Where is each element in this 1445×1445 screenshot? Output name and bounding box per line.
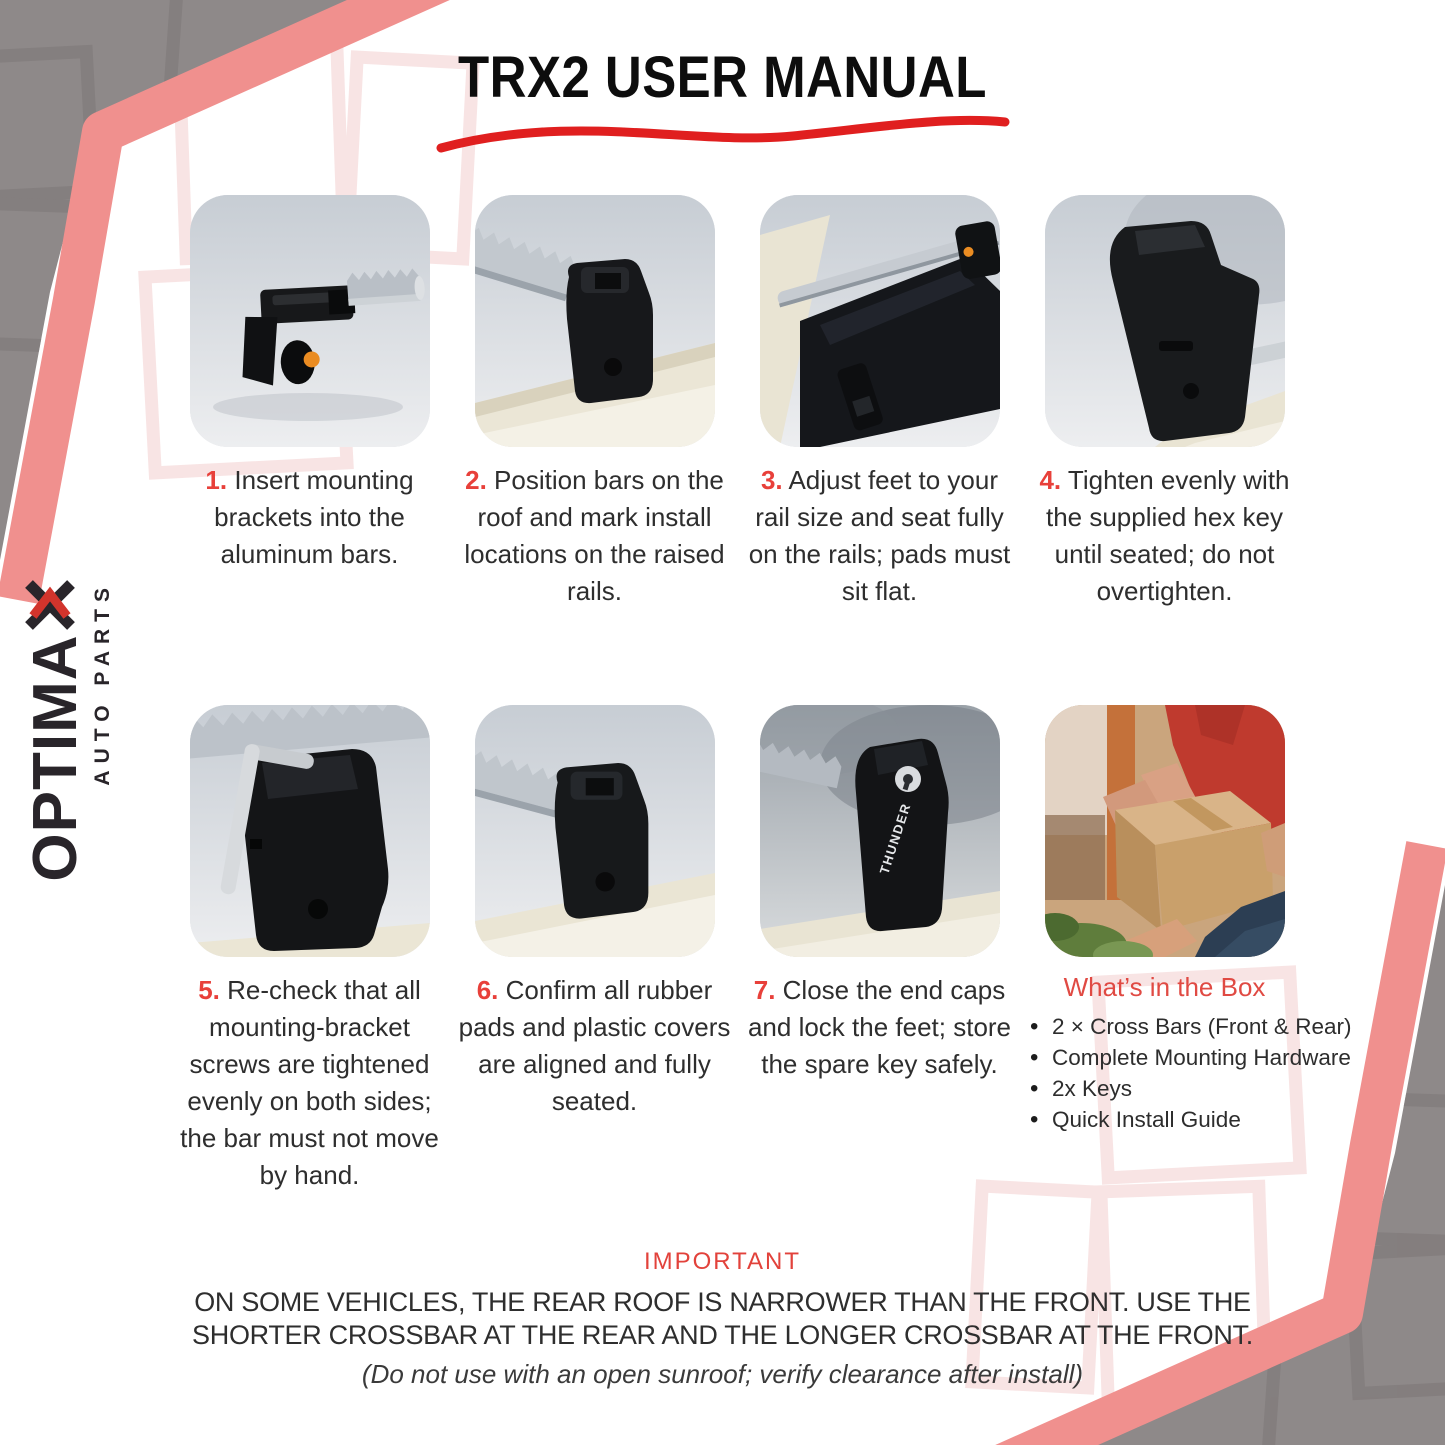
step-1-card <box>167 195 452 705</box>
step-number: 3. <box>760 465 783 495</box>
warning-note: (Do not use with an open sunroof; verify clearance after install) <box>361 1359 1084 1389</box>
step-6-card <box>452 705 737 1220</box>
logo-x-icon <box>24 578 76 632</box>
step-7-card <box>737 705 1022 1220</box>
step-text: Insert mounting brackets into the aluminum bars. <box>214 465 414 569</box>
step-text: Adjust feet to your rail size and seat fully on the rails; pads must sit flat. <box>748 465 1011 606</box>
whats-in-box-title: What’s in the Box <box>1063 972 1266 1002</box>
logo-tagline: AUTO PARTS <box>91 581 114 786</box>
step-2-card <box>452 195 737 705</box>
step-text: Position bars on the roof and mark install locations on the raised rails. <box>464 465 725 606</box>
step-2-caption <box>459 462 731 610</box>
step-1-caption <box>174 462 446 573</box>
warning-line-1: ON SOME VEHICLES, THE REAR ROOF IS NARROWER THAN THE FRONT. USE THE <box>194 1287 1251 1317</box>
box-item: • 2x Keys <box>1028 1073 1408 1104</box>
warning-line-2: SHORTER CROSSBAR AT THE REAR AND THE LONGER CROSSBAR AT THE FRONT. <box>192 1320 1253 1350</box>
step-1-photo <box>190 195 430 447</box>
step-number: 5. <box>198 975 220 1005</box>
step-7-photo <box>760 705 1000 957</box>
step-4-caption <box>1029 462 1301 610</box>
steps-grid <box>167 195 1352 1220</box>
thunder-brand-label: THUNDER <box>876 800 914 876</box>
step-5-caption <box>174 972 446 1194</box>
step-4-photo <box>1045 195 1285 447</box>
optimax-wordmark <box>21 555 90 905</box>
step-4-card <box>1022 195 1307 705</box>
step-5-photo <box>190 705 430 957</box>
page-title: TRX2 USER MANUAL <box>458 45 987 110</box>
step-6-photo <box>475 705 715 957</box>
step-3-caption <box>744 462 1016 610</box>
footer-warning <box>0 1248 1445 1390</box>
step-number: 4. <box>1039 465 1062 495</box>
box-item: • Complete Mounting Hardware <box>1028 1042 1408 1073</box>
box-item: • Quick Install Guide <box>1028 1104 1408 1135</box>
logo-x-mark <box>24 578 87 632</box>
step-2-photo <box>475 195 715 447</box>
box-delivery-photo <box>1045 705 1285 957</box>
whats-in-box-list <box>1028 1011 1408 1135</box>
logo-text: OPTIMA <box>21 634 90 882</box>
whats-in-box-card <box>1022 705 1352 1220</box>
box-item: • 2 × Cross Bars (Front & Rear) <box>1028 1011 1408 1042</box>
step-number: 6. <box>476 975 499 1005</box>
step-text: Tighten evenly with the supplied hex key until seated; do not overtighten. <box>1045 465 1290 606</box>
title-underline-swoosh <box>433 106 1013 154</box>
optimax-logo <box>21 555 140 905</box>
step-text: Re-check that all mounting-bracket screws are tightened evenly on both sides; the bar must not move by hand. <box>180 975 439 1190</box>
important-heading: IMPORTANT <box>643 1248 802 1275</box>
step-text: Confirm all rubber pads and plastic covers are aligned and fully seated. <box>458 975 731 1116</box>
step-number: 7. <box>753 975 776 1005</box>
step-text: Close the end caps and lock the feet; store the spare key safely. <box>747 975 1012 1079</box>
step-number: 1. <box>205 465 228 495</box>
step-6-caption <box>459 972 731 1120</box>
step-3-photo <box>760 195 1000 447</box>
step-7-caption <box>744 972 1016 1083</box>
step-3-card <box>737 195 1022 705</box>
step-number: 2. <box>465 465 487 495</box>
step-5-card <box>167 705 452 1220</box>
